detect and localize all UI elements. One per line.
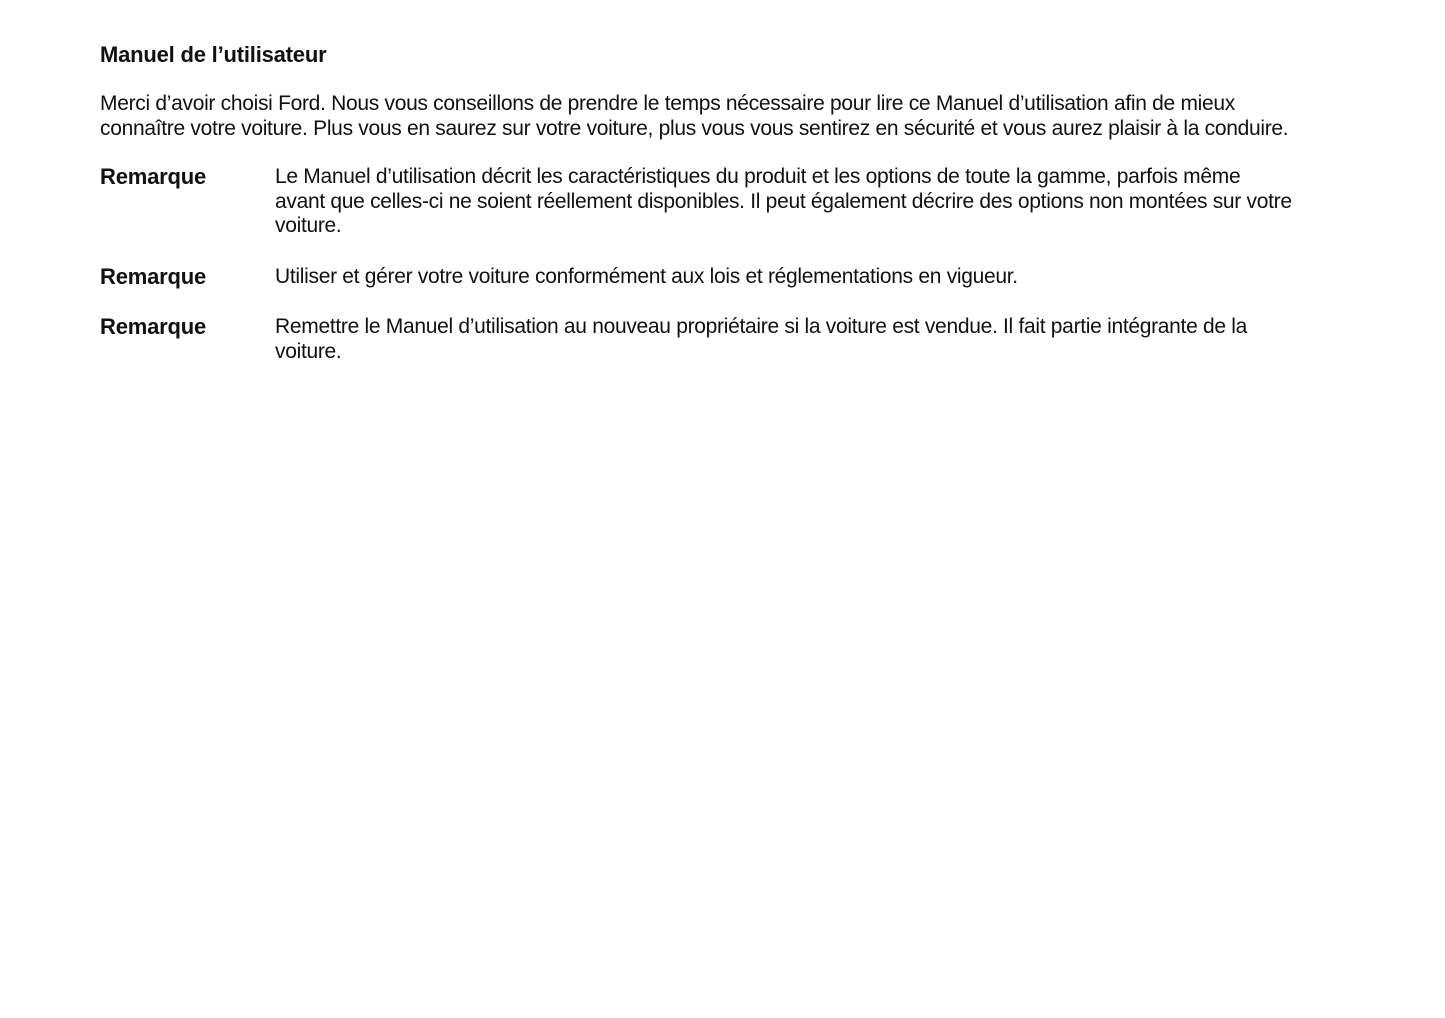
page-title: Manuel de l’utilisateur — [100, 42, 327, 67]
note-block — [100, 165, 1300, 239]
note-text: Le Manuel d’utilisation décrit les caractéristiques du produit et les options de toute la gamme, parfois même avant que celles-ci ne soient réellement disponibles. Il peut également décrire des options non montées sur votre voiture. — [275, 165, 1292, 237]
intro-paragraph: Merci d’avoir choisi Ford. Nous vous conseillons de prendre le temps nécessaire pour lire ce Manuel d’utilisation afin de mieux connaître votre voiture. Plus vous en saurez sur votre voiture, plus vous vous sentirez en sécurité et vous aurez plaisir à la conduire. — [100, 92, 1289, 140]
note-block — [100, 315, 1300, 364]
note-label: Remarque — [100, 314, 206, 339]
note-text: Utiliser et gérer votre voiture conformément aux lois et réglementations en vigueur. — [275, 264, 1018, 288]
note-text: Remettre le Manuel d’utilisation au nouveau propriétaire si la voiture est vendue. Il fait partie intégrante de la voiture. — [275, 315, 1248, 363]
document-page — [100, 40, 1300, 390]
note-label: Remarque — [100, 164, 206, 189]
note-label: Remarque — [100, 263, 206, 289]
note-block — [100, 265, 1300, 290]
